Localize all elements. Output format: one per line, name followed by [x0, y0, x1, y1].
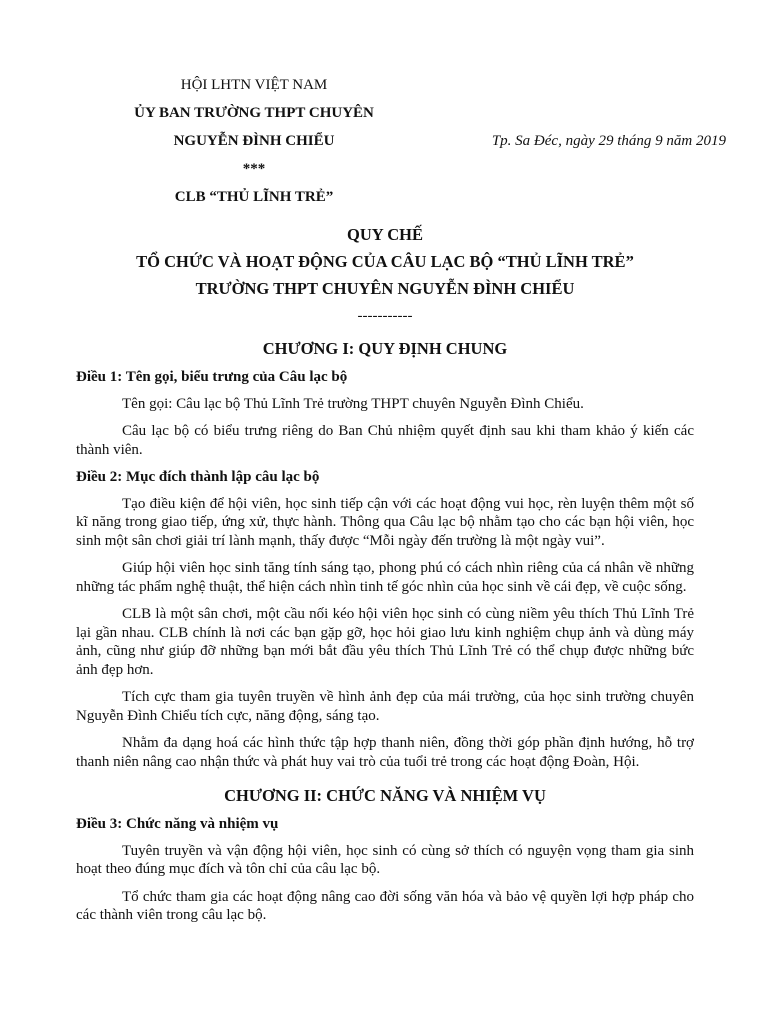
paragraph: Nhằm đa dạng hoá các hình thức tập hợp thanh niên, đồng thời góp phần định hướng, hỗ trợ thanh niên nâng cao nhận thức và phát huy vai trò của tuổi trẻ trong các hoạt động Đoàn, Hội. — [76, 735, 694, 770]
chapter-1-heading: CHƯƠNG I: QUY ĐỊNH CHUNG — [262, 339, 508, 358]
title-line-2: TỔ CHỨC VÀ HOẠT ĐỘNG CỦA CÂU LẠC BỘ “THỦ LĨNH TRẺ” — [136, 252, 634, 271]
article-2-heading: Điều 2: Mục đích thành lập câu lạc bộ — [76, 469, 320, 485]
document-body — [76, 338, 694, 934]
chapter-2-heading: CHƯƠNG II: CHỨC NĂNG VÀ NHIỆM VỤ — [224, 786, 546, 805]
article-3-heading: Điều 3: Chức năng và nhiệm vụ — [76, 816, 279, 832]
paragraph: Giúp hội viên học sinh tăng tính sáng tạo, phong phú có cách nhìn riêng của cá nhân về những những tác phẩm nghệ thuật, thể hiện cách nhìn tinh tế góc nhìn của học sinh về cái đẹp, về cuộc sống. — [76, 560, 694, 595]
title-line-1: QUY CHẾ — [347, 225, 423, 244]
paragraph: Tuyên truyền và vận động hội viên, học sinh có cùng sở thích có nguyện vọng tham gia sinh hoạt theo đúng mục đích và tôn chỉ của câu lạc bộ. — [76, 842, 694, 877]
paragraph: Tên gọi: Câu lạc bộ Thủ Lĩnh Trẻ trường THPT chuyên Nguyễn Đình Chiểu. — [122, 395, 584, 412]
place-date: Tp. Sa Đéc, ngày 29 tháng 9 năm 2019 — [491, 133, 726, 149]
paragraph: Tạo điều kiện để hội viên, học sinh tiếp cận với các hoạt động vui học, rèn luyện thêm một số kĩ năng trong giao tiếp, ứng xử, thực hành. Thông qua Câu lạc bộ nhằm tạo cho các bạn hội viên, học sinh một sân chơi giải trí lành mạnh, thấy được “Mỗi ngày đến trường là một ngày vui”. — [76, 495, 694, 549]
org-line-3: NGUYỄN ĐÌNH CHIỂU — [173, 133, 335, 149]
paragraph: Câu lạc bộ có biểu trưng riêng do Ban Chủ nhiệm quyết định sau khi tham khảo ý kiến các thành viên. — [76, 423, 694, 458]
article-1-heading: Điều 1: Tên gọi, biểu trưng của Câu lạc bộ — [76, 369, 348, 385]
paragraph: Tích cực tham gia tuyên truyền về hình ảnh đẹp của mái trường, của học sinh trường chuyên Nguyễn Đình Chiểu tích cực, năng động, sáng tạo. — [76, 689, 694, 724]
org-line-1: HỘI LHTN VIỆT NAM — [180, 77, 328, 93]
issuer-header — [96, 74, 412, 214]
document-title — [76, 224, 694, 332]
header-stars: *** — [242, 161, 266, 177]
org-line-2: ỦY BAN TRƯỜNG THPT CHUYÊN — [134, 105, 374, 121]
title-separator: ----------- — [357, 308, 413, 324]
title-line-3: TRƯỜNG THPT CHUYÊN NGUYỄN ĐÌNH CHIỂU — [195, 279, 575, 298]
paragraph: CLB là một sân chơi, một cầu nối kéo hội viên học sinh có cùng niềm yêu thích Thủ Lĩnh Trẻ lại gần nhau. CLB chính là nơi các bạn gặp gỡ, học hỏi giao lưu kinh nghiệm chụp ảnh và dùng máy ảnh, cũng như giúp đỡ những bạn mới bắt đầu yêu thích Thủ Lĩnh Trẻ có thể chụp được những bức ảnh đẹp hơn. — [76, 606, 694, 678]
club-name: CLB “THỦ LĨNH TRẺ” — [174, 189, 334, 205]
paragraph: Tổ chức tham gia các hoạt động nâng cao đời sống văn hóa và bảo vệ quyền lợi hợp pháp cho các thành viên trong câu lạc bộ. — [76, 888, 694, 923]
